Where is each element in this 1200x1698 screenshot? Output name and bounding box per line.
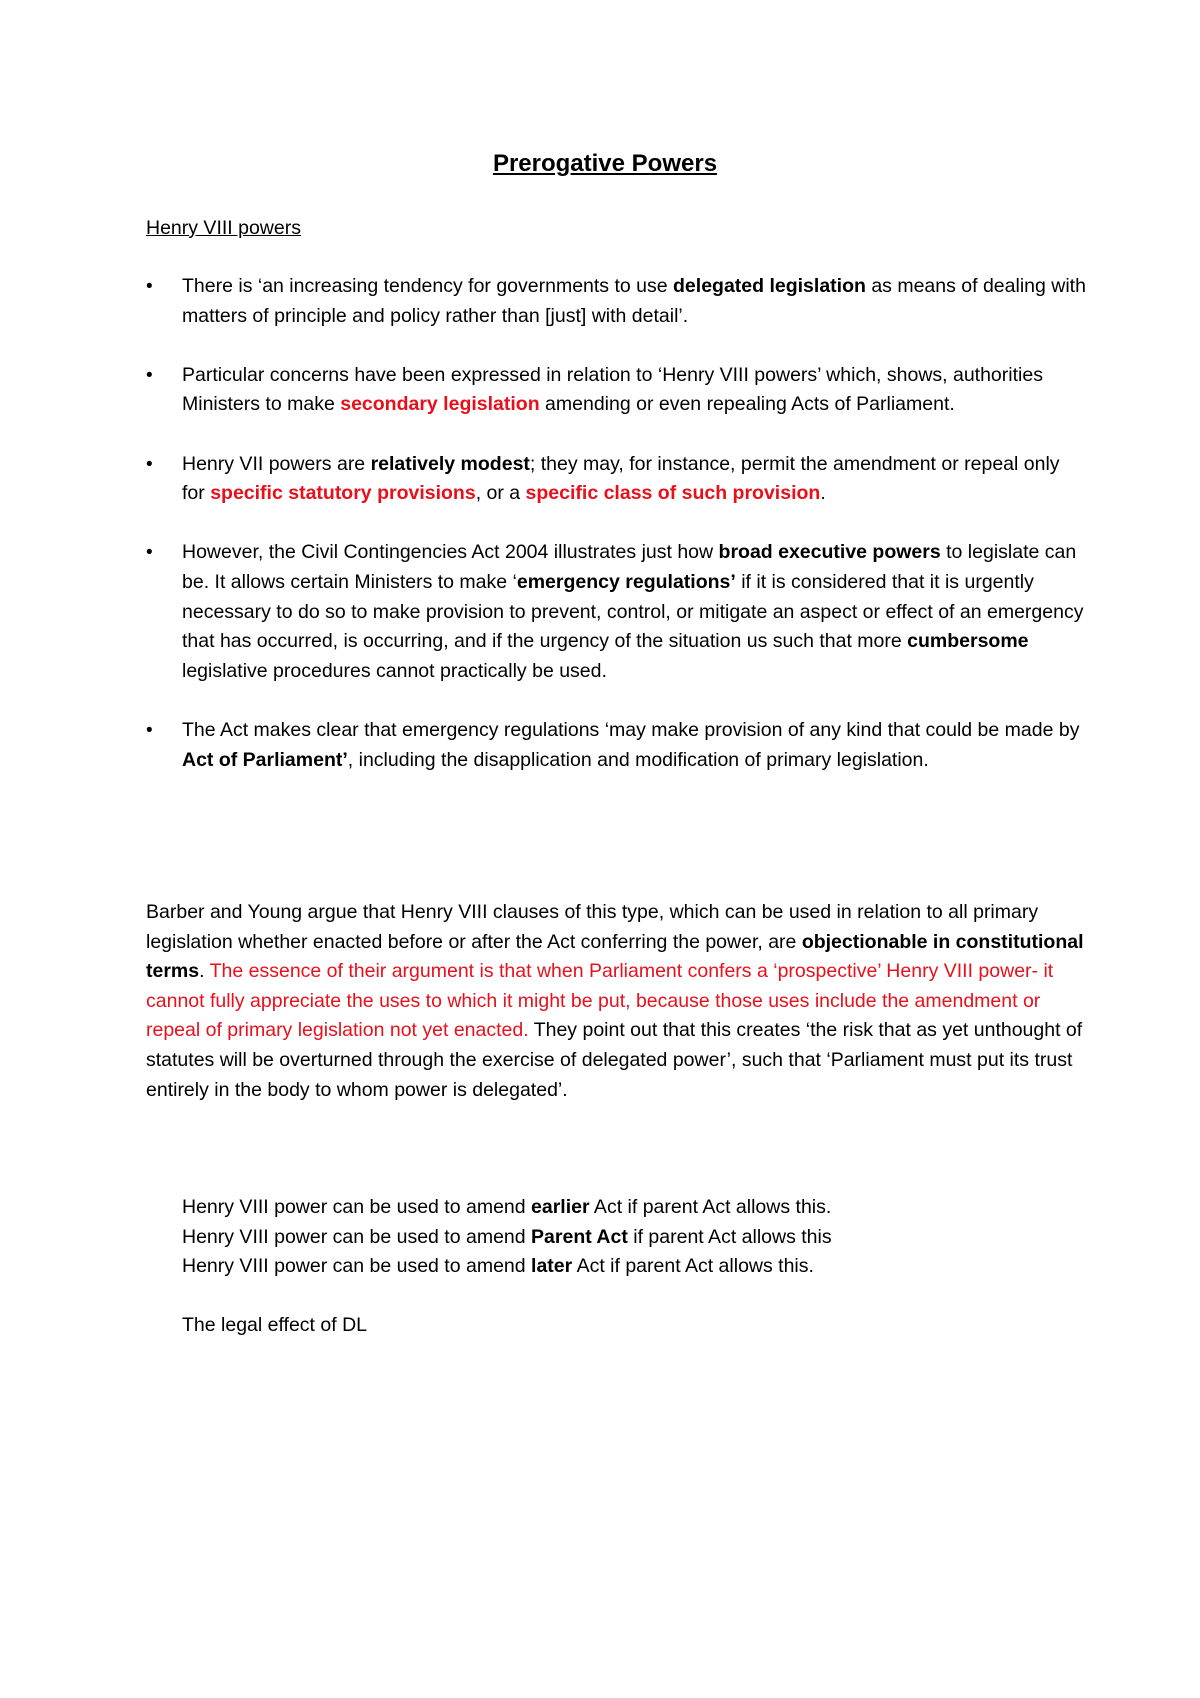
bullet-list — [146, 272, 1086, 805]
text-run: as means of dealing with matters of principle and policy rather than [just] with detail’. — [182, 275, 1086, 327]
bullet-icon: • — [146, 719, 153, 741]
bold-term: later — [531, 1255, 573, 1278]
text-run: The Act makes clear that emergency regulations ‘may make provision of any kind that could be made by — [182, 718, 1080, 741]
bullet-item — [146, 450, 1086, 509]
bullet-text — [182, 541, 1083, 681]
text-run: Henry VII powers are — [182, 452, 371, 475]
text-run: Barber and Young argue that Henry VIII clauses of this type, which can be used in relation to all primary legislation whether enacted before or after the Act conferring the power, are — [146, 901, 1039, 953]
bullet-icon: • — [146, 276, 153, 297]
red-bold-term: secondary legislation — [340, 393, 540, 416]
text-run: Henry VIII power can be used to amend — [182, 1255, 532, 1278]
page-title: Prerogative Powers — [492, 150, 718, 177]
text-run: to legislate can be. It allows certain Ministers to make ‘ — [182, 541, 1077, 593]
bullet-item — [146, 361, 1086, 420]
bold-term: objectionable in constitutional terms — [146, 930, 1084, 983]
bold-term: emergency regulations’ — [516, 570, 736, 593]
bold-term: broad executive powers — [718, 541, 941, 564]
text-run: Act if parent Act allows this. — [572, 1255, 814, 1278]
text-run: Act if parent Act allows this. — [589, 1196, 832, 1218]
bullet-item — [146, 538, 1086, 686]
bold-term: Act of Parliament’ — [182, 748, 348, 771]
bullet-text — [182, 275, 1086, 327]
text-run: , including the disapplication and modification of primary legislation. — [347, 748, 929, 771]
closing-line: The legal effect of DL — [182, 1314, 368, 1337]
section-heading: Henry VIII powers — [146, 217, 301, 239]
bullet-item — [146, 716, 1086, 775]
spacer — [182, 1282, 1082, 1312]
note-line — [182, 1193, 1082, 1223]
bullet-text — [182, 453, 1060, 505]
text-run: amending or even repealing Acts of Parliament. — [539, 393, 955, 416]
body-paragraph — [146, 898, 1086, 1105]
text-run: if parent Act allows this — [627, 1225, 832, 1248]
bold-term: relatively modest — [370, 452, 530, 475]
bullet-icon: • — [146, 542, 153, 564]
text-run: They point out that this creates ‘the risk that as yet unthought of statutes will be overturned through the exercise of delegated power’, such that ‘Parliament must put its trust entirely in the body to whom power is delegated’. — [146, 1019, 1083, 1101]
text-run: if it is considered that it is urgently necessary to do so to make provision to prevent, control, or mitigate an aspect or effect of an emergency that has occurred, is occurring, and if the urgency of the situation us such that more — [182, 570, 1084, 653]
red-bold-term: specific class of such provision — [525, 482, 821, 505]
bullet-icon: • — [146, 364, 153, 386]
note-line — [182, 1252, 1082, 1282]
note-line — [182, 1223, 1082, 1253]
bold-term: earlier — [531, 1196, 590, 1218]
notes-block — [182, 1193, 1082, 1341]
bold-term: cumbersome — [907, 630, 1029, 653]
text-run: . — [199, 960, 210, 983]
text-run: There is ‘an increasing tendency for governments to use — [182, 275, 674, 297]
text-run: ; they may, for instance, permit the amendment or repeal only for — [182, 452, 1060, 505]
red-highlight-text: The essence of their argument is that when Parliament confers a ‘prospective’ Henry VIII power- it cannot fully appreciate the uses to which it might be put, because those uses include the amendment or repeal of primary legislation not yet enacted. — [146, 960, 1054, 1042]
bullet-text — [182, 719, 1079, 771]
text-run: However, the Civil Contingencies Act 2004 illustrates just how — [182, 541, 719, 564]
text-run: Henry VIII power can be used to amend — [182, 1196, 532, 1218]
text-run: , or a — [475, 482, 526, 505]
text-run: legislative procedures cannot practically be used. — [182, 659, 607, 682]
bullet-item — [146, 272, 1086, 331]
text-run: . — [820, 482, 826, 505]
bullet-icon: • — [146, 453, 153, 475]
bullet-text — [182, 364, 1043, 416]
text-run: Particular concerns have been expressed in relation to ‘Henry VIII powers’ which, shows, authorities Ministers to make — [182, 363, 1043, 416]
text-run: Henry VIII power can be used to amend — [182, 1225, 532, 1248]
bold-term: delegated legislation — [673, 275, 866, 297]
red-bold-term: specific statutory provisions — [210, 482, 476, 505]
bold-term: Parent Act — [531, 1225, 628, 1248]
